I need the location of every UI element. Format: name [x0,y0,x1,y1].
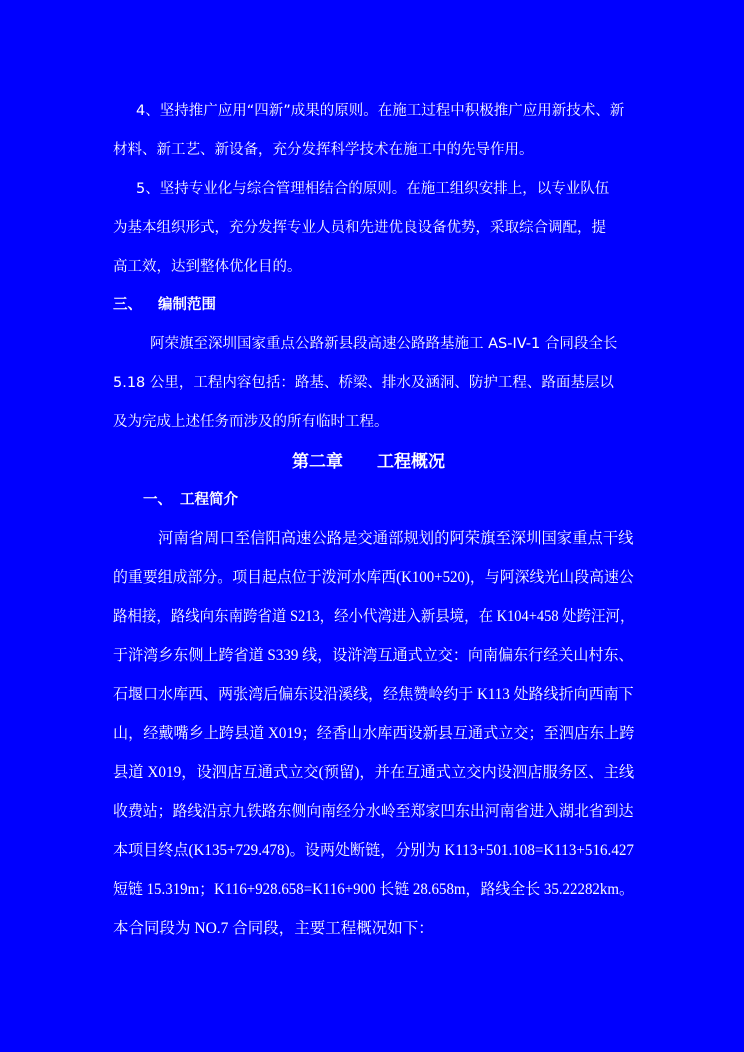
section-1-number: 一、 [143,492,172,508]
scope-paragraph-line-1: 阿荣旗至深圳国家重点公路新县段高速公路路基施工 AS-IV-1 合同段全长 [150,336,618,352]
paragraph-5-line-1: 5、坚持专业化与综合管理相结合的原则。在施工组织安排上，以专业队伍 [136,181,610,197]
section-3-heading: 编制范围 [158,297,216,313]
intro-paragraph-line-9: 本项目终点(K135+729.478)。设两处断链，分别为 K113+501.108=K113+516.427 [113,842,634,859]
intro-paragraph-line-4: 于浒湾乡东侧上跨省道 S339 线，设浒湾互通式立交：向南偏东行经关山村东、 [113,647,634,664]
intro-paragraph-line-1: 河南省周口至信阳高速公路是交通部规划的阿荣旗至深圳国家重点干线 [158,530,634,547]
chapter-2-number: 第二章 [292,452,343,472]
chapter-2-title: 工程概况 [377,452,445,472]
intro-paragraph-line-6: 山，经戴嘴乡上跨县道 X019；经香山水库西设新县互通式立交；至泗店东上跨 [113,725,635,742]
scope-paragraph-line-2: 5.18 公里，工程内容包括：路基、桥梁、排水及涵洞、防护工程、路面基层以 [113,375,614,391]
intro-paragraph-line-11: 本合同段为 NO.7 合同段，主要工程概况如下： [113,920,434,937]
intro-paragraph-line-10: 短链 15.319m；K116+928.658=K116+900 长链 28.658m，路线全长 35.22282km。 [113,881,634,898]
paragraph-5-line-3: 高工效，达到整体优化目的。 [113,259,302,275]
intro-paragraph-line-5: 石堰口水库西、两张湾后偏东设沿溪线，经焦赞岭约于 K113 处路线折向西南下 [113,686,634,703]
paragraph-4-line-2: 材料、新工艺、新设备，充分发挥科学技术在施工中的先导作用。 [113,142,534,158]
section-1-heading: 工程简介 [180,492,238,508]
section-3-number: 三、 [113,297,142,313]
intro-paragraph-line-3: 路相接，路线向东南跨省道 S213，经小代湾进入新县境，在 K104+458 处跨汪河， [113,608,635,625]
intro-paragraph-line-8: 收费站；路线沿京九铁路东侧向南经分水岭至郑家凹东出河南省进入湖北省到达 [113,803,634,820]
paragraph-5-line-2: 为基本组织形式，充分发挥专业人员和先进优良设备优势，采取综合调配，提 [113,220,606,236]
intro-paragraph-line-7: 县道 X019，设泗店互通式立交(预留)，并在互通式立交内设泗店服务区、主线 [113,764,635,781]
scope-paragraph-line-3: 及为完成上述任务而涉及的所有临时工程。 [113,414,389,430]
intro-paragraph-line-2: 的重要组成部分。项目起点位于泼河水库西(K100+520)，与阿深线光山段高速公 [113,569,634,586]
paragraph-4-line-1: 4、坚持推广应用“四新”成果的原则。在施工过程中积极推广应用新技术、新 [136,103,625,119]
